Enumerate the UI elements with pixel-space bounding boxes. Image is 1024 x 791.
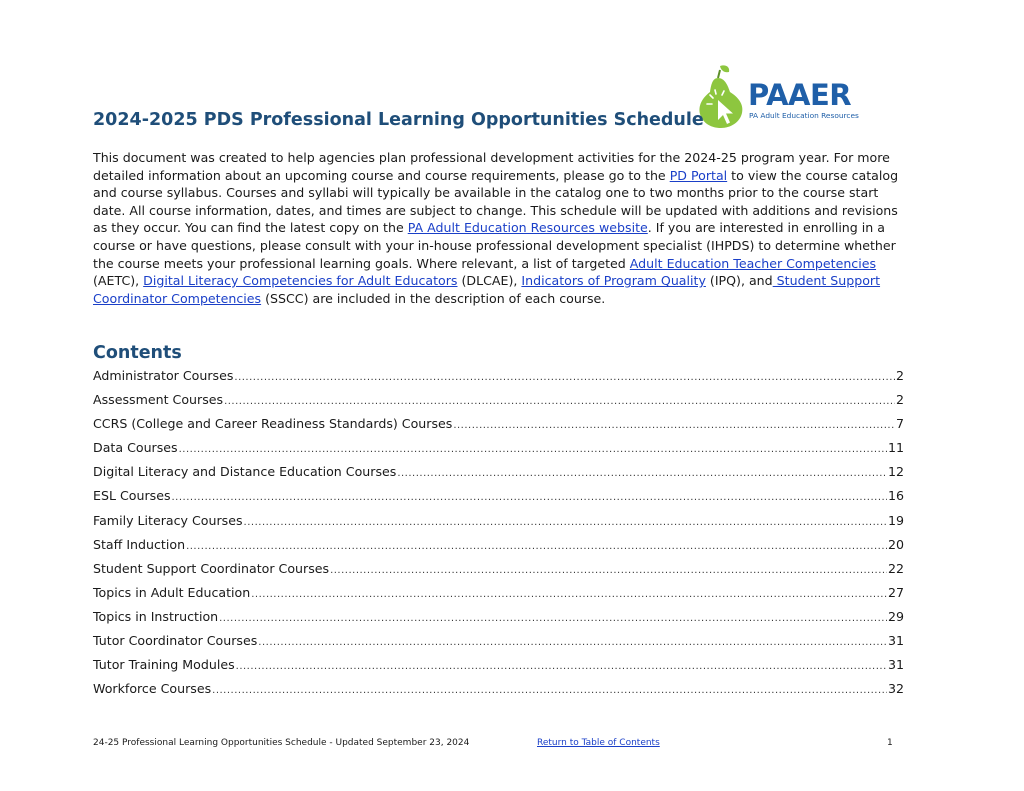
toc-item-data-courses[interactable] (93, 440, 904, 464)
intro-text-4: (AETC), (93, 273, 144, 289)
toc-item-page: 29 (887, 608, 904, 624)
toc-item-page: 19 (887, 512, 904, 528)
paaer-website-link[interactable]: PA Adult Education Resources website (407, 220, 648, 236)
toc-item-page: 11 (887, 440, 904, 456)
toc-item-topics-in-adult-education[interactable] (93, 585, 904, 609)
table-of-contents (93, 368, 904, 705)
toc-leader-dots (236, 661, 887, 672)
toc-leader-dots (172, 492, 887, 503)
logo-subtitle: PA Adult Education Resources (749, 111, 859, 120)
intro-text-7: (SSCC) are included in the description of each course. (261, 290, 606, 306)
toc-item-page: 2 (895, 392, 904, 408)
toc-item-label: Topics in Instruction (93, 608, 219, 624)
toc-item-label: Data Courses (93, 440, 178, 456)
toc-item-label: Family Literacy Courses (93, 512, 243, 528)
toc-item-topics-in-instruction[interactable] (93, 609, 904, 633)
toc-item-ccrs-courses[interactable] (93, 416, 904, 440)
toc-item-page: 31 (887, 657, 904, 673)
toc-item-page: 7 (895, 416, 904, 432)
toc-item-page: 31 (887, 633, 904, 649)
intro-text-5: (DLCAE), (457, 273, 522, 289)
toc-item-page: 12 (887, 464, 904, 480)
intro-text-3: . If you are interested in enrolling in a course or have questions, please consult with your in-house professional development specialist (IHPDS) to determine whether the course meets your professional learning goals. Where relevant, a list of targeted (93, 220, 896, 271)
toc-leader-dots (234, 372, 895, 383)
logo-wordmark: PAAER (748, 78, 852, 112)
toc-leader-dots (224, 396, 895, 407)
toc-item-workforce-courses[interactable] (93, 681, 904, 705)
toc-item-label: ESL Courses (93, 488, 171, 504)
toc-leader-dots (244, 517, 887, 528)
toc-item-page: 2 (895, 368, 904, 383)
dlcae-link[interactable]: Digital Literacy Competencies for Adult Educators (143, 273, 458, 289)
toc-item-staff-induction[interactable] (93, 537, 904, 561)
toc-leader-dots (258, 637, 887, 648)
toc-item-page: 20 (887, 536, 904, 552)
aetc-link[interactable]: Adult Education Teacher Competencies (629, 255, 877, 271)
footer-update-note: 24-25 Professional Learning Opportunities Schedule - Updated September 23, 2024 (93, 738, 470, 748)
return-to-toc-link[interactable]: Return to Table of Contents (537, 738, 660, 748)
intro-paragraph (93, 149, 913, 307)
document-title: 2024-2025 PDS Professional Learning Opportunities Schedule (93, 110, 704, 130)
toc-item-tutor-training-modules[interactable] (93, 657, 904, 681)
pd-portal-link[interactable]: PD Portal (669, 167, 728, 183)
footer-page-number: 1 (887, 738, 893, 748)
toc-item-page: 32 (887, 681, 904, 697)
toc-item-student-support-coordinator-courses[interactable] (93, 561, 904, 585)
toc-item-family-literacy-courses[interactable] (93, 513, 904, 537)
toc-item-assessment-courses[interactable] (93, 392, 904, 416)
toc-leader-dots (212, 685, 887, 696)
toc-item-label: CCRS (College and Career Readiness Standards) Courses (93, 416, 453, 432)
toc-item-page: 27 (887, 584, 904, 600)
paaer-logo (696, 64, 866, 130)
toc-item-label: Student Support Coordinator Courses (93, 560, 330, 576)
toc-leader-dots (330, 565, 887, 576)
toc-item-label: Workforce Courses (93, 681, 212, 697)
toc-leader-dots (453, 420, 895, 431)
contents-heading: Contents (93, 343, 182, 363)
toc-item-label: Tutor Coordinator Courses (93, 633, 258, 649)
toc-item-page: 16 (887, 488, 904, 504)
page-footer (93, 738, 893, 752)
toc-leader-dots (251, 589, 887, 600)
toc-item-label: Tutor Training Modules (93, 657, 235, 673)
toc-item-administrator-courses[interactable] (93, 368, 904, 392)
toc-leader-dots (186, 541, 887, 552)
intro-text-2: to view the course catalog and course syllabus. Courses and syllabi will typically be available in the catalog one to two months prior to the course start date. All course information, dates, and times are subject to change. This schedule will be updated with additions and revisions as they occur. You can find the latest copy on the (93, 167, 899, 236)
toc-leader-dots (397, 468, 887, 479)
toc-item-label: Assessment Courses (93, 392, 224, 408)
sscc-link[interactable]: Student Support Coordinator Competencies (93, 273, 881, 306)
toc-item-esl-courses[interactable] (93, 488, 904, 512)
toc-item-digital-literacy-courses[interactable] (93, 464, 904, 488)
toc-item-label: Administrator Courses (93, 368, 234, 383)
toc-item-tutor-coordinator-courses[interactable] (93, 633, 904, 657)
ipq-link[interactable]: Indicators of Program Quality (521, 273, 706, 289)
toc-item-page: 22 (887, 560, 904, 576)
toc-item-label: Staff Induction (93, 536, 186, 552)
toc-item-label: Digital Literacy and Distance Education Courses (93, 464, 397, 480)
toc-item-label: Topics in Adult Education (93, 584, 251, 600)
toc-leader-dots (219, 613, 887, 624)
intro-text-1: This document was created to help agencies plan professional development activities for the 2024-25 program year. For more detailed information about an upcoming course and course requirements, please go to the (93, 150, 890, 183)
intro-text-6: (IPQ), and (705, 273, 773, 289)
toc-leader-dots (179, 444, 887, 455)
